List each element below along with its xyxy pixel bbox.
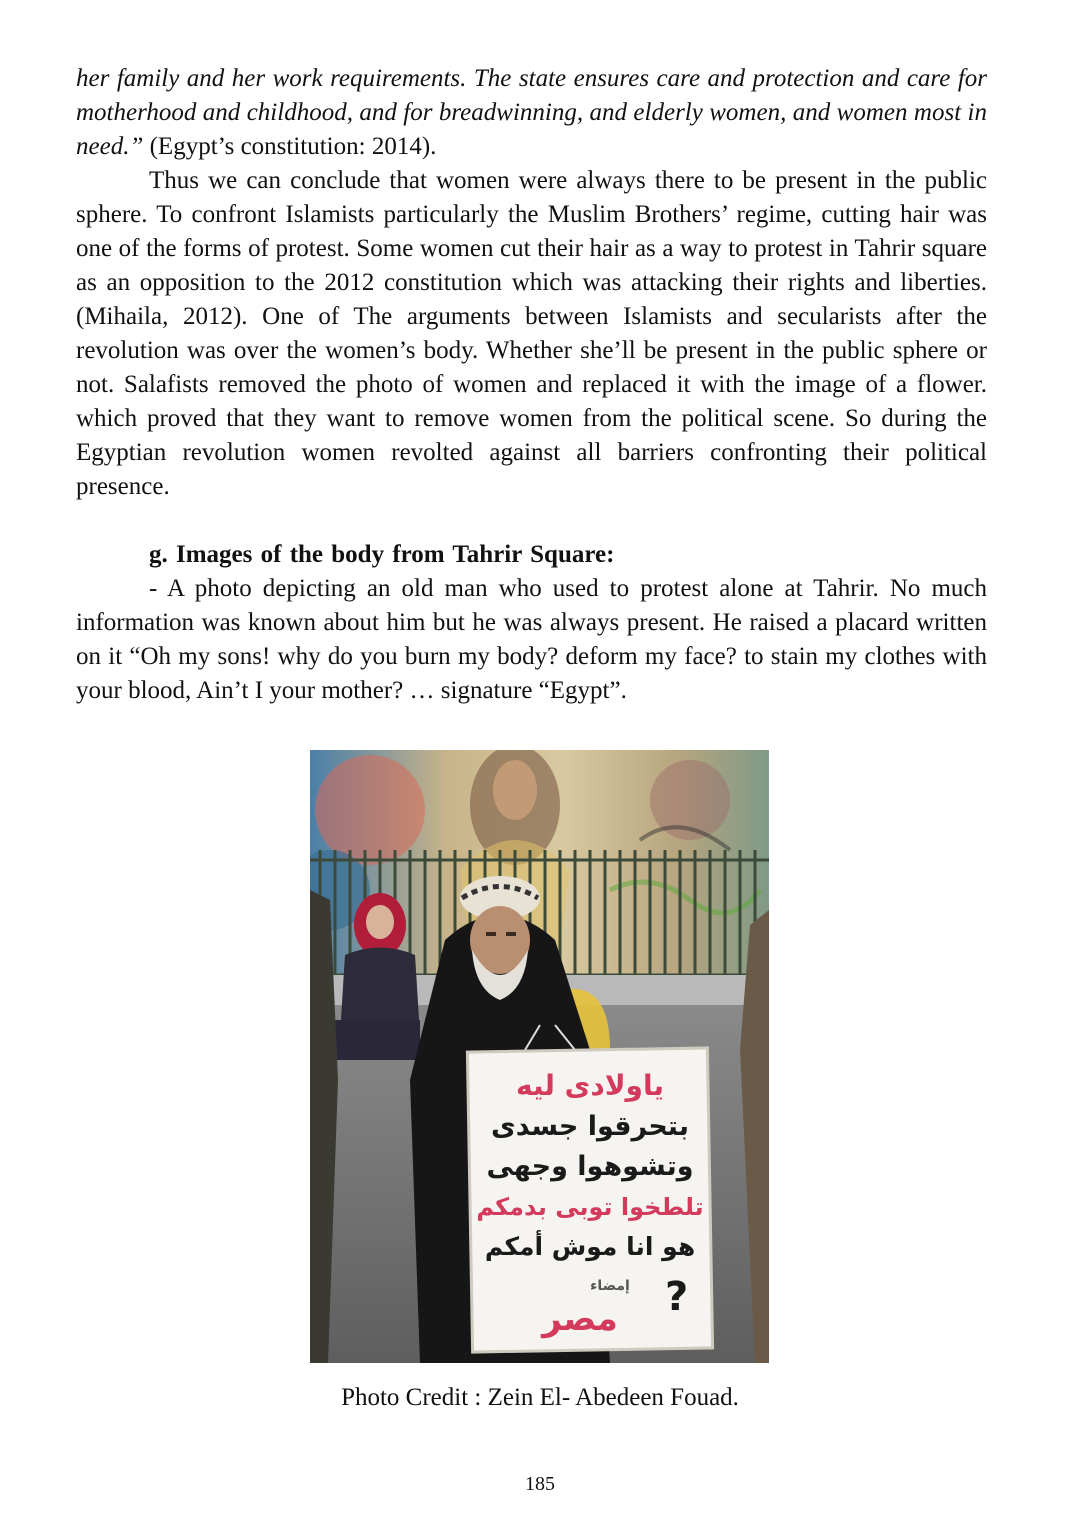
paragraph-conclusion: Thus we can conclude that women were always there to be present in the public sphere. To confront Islamists particularly the Muslim Brothers’ regime, cutting hair was one of the forms of protest. Some women cut their hair as a way to protest in Tahrir square as an opposition to the 2012 constitution which was attacking their rights and liberties. (Mihaila, 2012). One of The arguments between Islamists and secularists after the revolution was over the women’s body. Whether she’ll be present in the public sphere or not. Salafists removed the photo of women and replaced it with the image of a flower. which proved that they want to remove women from the political scene. So during the Egyptian revolution women revolted against all barriers confronting their political presence. [76,167,987,500]
paragraph-constitution-quote [76,62,987,164]
page-body [76,62,987,708]
sign-line-2: بتحرقوا جسدى [491,1111,689,1142]
protest-placard [467,1025,712,1352]
section-heading: g. Images of the body from Tahrir Square: [149,541,615,568]
page-number: 185 [525,1473,555,1495]
sign-line-6: إمضاء [590,1278,630,1294]
sign-line-1: ياولادى ليه [516,1069,664,1102]
sign-line-7: مصر [542,1299,618,1339]
constitution-quote: her family and her work requirements. The state ensures care and protection and care for motherhood and childhood, and for breadwinning, and elderly women, and women most in need.” [76,65,987,160]
constitution-citation: (Egypt’s constitution: 2014). [143,133,437,160]
sign-line-5: هو انا موش أمكم [484,1232,696,1261]
photo-caption: Photo Credit : Zein El- Abedeen Fouad. [341,1384,739,1411]
paragraph-photo-description: - A photo depicting an old man who used to protest alone at Tahrir. No much information was known about him but he was always present. He raised a placard written on it “Oh my sons! why do you burn my body? deform my face? to stain my clothes with your blood, Ain’t I your mother? … signature “Egypt”. [76,575,987,704]
sign-line-3: وتشوهوا وجهى [486,1151,694,1182]
protest-photo-illustration [310,750,769,1363]
question-mark-icon: ? [665,1274,689,1320]
sign-line-4: تلطخوا توبى بدمكم [476,1193,704,1221]
protest-photo [310,750,769,1363]
